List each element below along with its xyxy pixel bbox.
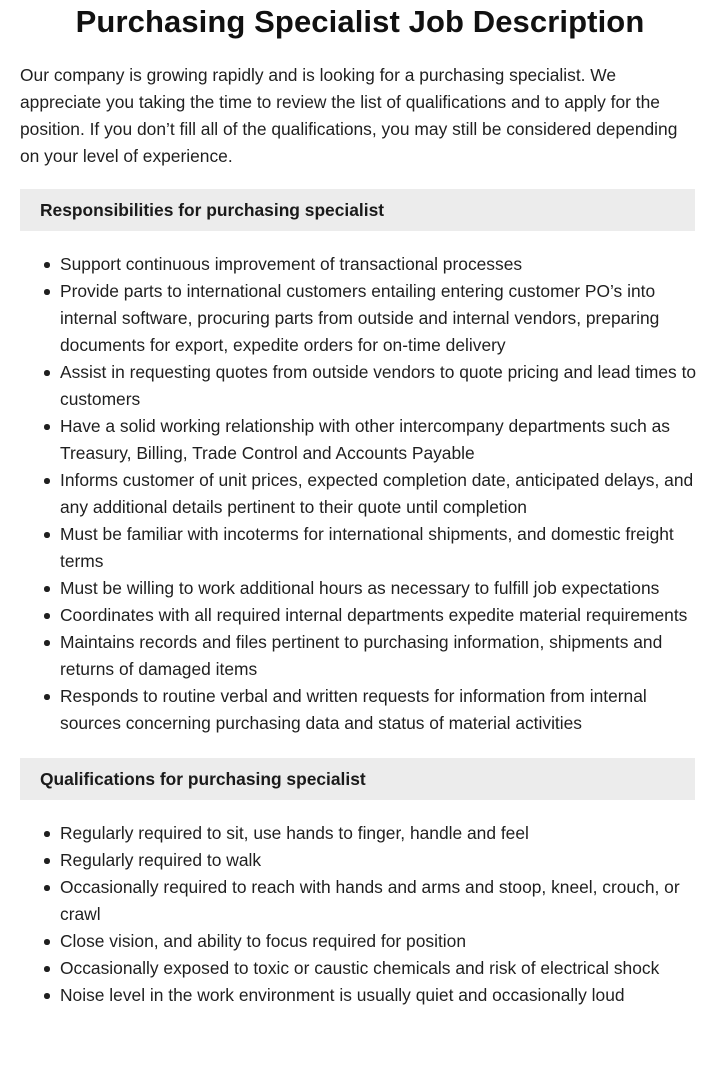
- bullet-icon: [44, 831, 50, 837]
- list-item: [60, 278, 700, 359]
- list-item-text: Must be willing to work additional hours as necessary to fulfill job expectations: [60, 578, 660, 598]
- list-item-text: Responds to routine verbal and written requests for information from internal sources concerning purchasing data and status of material activities: [60, 686, 647, 733]
- list-item: [60, 575, 700, 602]
- list-item-text: Regularly required to walk: [60, 850, 262, 870]
- list-item: [60, 874, 700, 928]
- responsibilities-list: [0, 251, 720, 737]
- bullet-icon: [44, 370, 50, 376]
- list-item-text: Occasionally required to reach with hands and arms and stoop, kneel, crouch, or crawl: [60, 877, 680, 924]
- bullet-icon: [44, 478, 50, 484]
- list-item-text: Maintains records and files pertinent to purchasing information, shipments and returns of damaged items: [60, 632, 663, 679]
- list-item: [60, 928, 700, 955]
- responsibilities-heading: Responsibilities for purchasing specialist: [20, 189, 695, 231]
- list-item-text: Noise level in the work environment is usually quiet and occasionally loud: [60, 985, 625, 1005]
- list-item-text: Assist in requesting quotes from outside vendors to quote pricing and lead times to customers: [60, 362, 697, 409]
- bullet-icon: [44, 993, 50, 999]
- bullet-icon: [44, 586, 50, 592]
- bullet-icon: [44, 289, 50, 295]
- list-item-text: Must be familiar with incoterms for international shipments, and domestic freight terms: [60, 524, 674, 571]
- list-item: [60, 521, 700, 575]
- bullet-icon: [44, 966, 50, 972]
- list-item: [60, 820, 700, 847]
- list-item-text: Support continuous improvement of transactional processes: [60, 254, 523, 274]
- list-item: [60, 251, 700, 278]
- list-item-text: Regularly required to sit, use hands to finger, handle and feel: [60, 823, 529, 843]
- bullet-icon: [44, 885, 50, 891]
- list-item-text: Occasionally exposed to toxic or caustic chemicals and risk of electrical shock: [60, 958, 660, 978]
- qualifications-list: [0, 820, 720, 1009]
- intro-paragraph: Our company is growing rapidly and is looking for a purchasing specialist. We appreciate you taking the time to review the list of qualifications and to apply for the position. If you don’t fill all of the qualifications, you may still be considered depending on your level of experience.: [20, 65, 678, 166]
- bullet-icon: [44, 262, 50, 268]
- list-item-text: Informs customer of unit prices, expected completion date, anticipated delays, and any additional details pertinent to their quote until completion: [60, 470, 694, 517]
- bullet-icon: [44, 939, 50, 945]
- bullet-icon: [44, 858, 50, 864]
- bullet-icon: [44, 613, 50, 619]
- list-item: [60, 683, 700, 737]
- list-item-text: Close vision, and ability to focus required for position: [60, 931, 466, 951]
- page-title: Purchasing Specialist Job Description: [75, 4, 645, 39]
- bullet-icon: [44, 424, 50, 430]
- list-item: [60, 359, 700, 413]
- list-item-text: Coordinates with all required internal departments expedite material requirements: [60, 605, 688, 625]
- list-item: [60, 982, 700, 1009]
- list-item: [60, 602, 700, 629]
- bullet-icon: [44, 694, 50, 700]
- list-item: [60, 955, 700, 982]
- list-item: [60, 629, 700, 683]
- list-item: [60, 847, 700, 874]
- bullet-icon: [44, 640, 50, 646]
- list-item: [60, 467, 700, 521]
- list-item: [60, 413, 700, 467]
- bullet-icon: [44, 532, 50, 538]
- list-item-text: Provide parts to international customers entailing entering customer PO’s into internal software, procuring parts from outside and internal vendors, preparing documents for export, expedite orders for on-time delivery: [60, 281, 660, 355]
- list-item-text: Have a solid working relationship with other intercompany departments such as Treasury, Billing, Trade Control and Accounts Payable: [60, 416, 670, 463]
- qualifications-heading: Qualifications for purchasing specialist: [20, 758, 695, 800]
